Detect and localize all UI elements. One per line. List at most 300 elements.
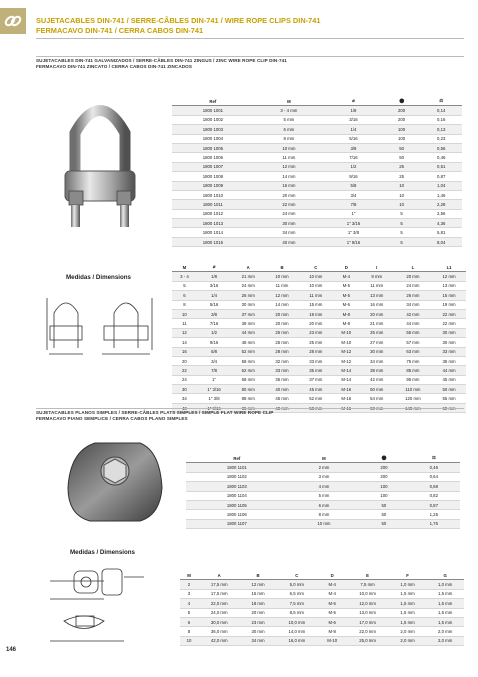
table-cell: 30 mm — [240, 627, 275, 636]
table-cell: 58 mm — [299, 403, 333, 412]
dimensions-label-1: Medidas / Dimensions — [66, 274, 131, 281]
table-cell: 22,0 mm — [346, 627, 388, 636]
col-header: M — [254, 97, 324, 106]
table-cell: 0,87 — [420, 172, 462, 181]
table-cell: 15 mm — [240, 589, 275, 598]
table-cell: 13 mm — [360, 291, 394, 300]
table-cell: 22 mm — [432, 309, 466, 318]
table-cell: M-10 — [318, 636, 346, 645]
table-cell: 5/16 — [324, 134, 383, 143]
table-cell: 2 mm — [288, 463, 361, 472]
col-header: ⌀ — [197, 263, 231, 272]
table-cell: M-16 — [333, 394, 360, 403]
table-cell: M-5 — [333, 291, 360, 300]
table-cell: 16 — [172, 347, 197, 356]
table-cell: 1/2 — [324, 162, 383, 171]
table-cell: 75 mm — [394, 356, 433, 365]
table-cell: 1/8 — [324, 106, 383, 115]
table-cell: 30 mm — [432, 338, 466, 347]
table-row — [172, 134, 462, 143]
table-row — [172, 153, 462, 162]
table-row — [172, 366, 466, 375]
dims2-table-header — [180, 571, 464, 580]
table-cell: 24 mm — [394, 281, 433, 290]
table-cell: 27 mm — [360, 338, 394, 347]
table-cell: M-4 — [318, 580, 346, 589]
table-cell: 18 mm — [240, 599, 275, 608]
table-cell: 9/16 — [197, 338, 231, 347]
table-cell: 8 mm — [254, 134, 324, 143]
table-cell: 0,68 — [408, 482, 460, 491]
table-row — [172, 347, 466, 356]
table-cell: 8 — [180, 627, 198, 636]
table-cell: 2,28 — [420, 200, 462, 209]
col-header: Ref — [172, 97, 254, 106]
table-cell: 58 mm — [231, 356, 265, 365]
table-cell: 1800 1004 — [172, 134, 254, 143]
table-cell: 1,5 mm — [426, 599, 464, 608]
table-row — [172, 356, 466, 365]
table-cell: 10 — [383, 190, 421, 199]
table-cell: 28 mm — [265, 347, 299, 356]
table-cell: 17,5 mm — [198, 589, 240, 598]
table-cell: 23 mm — [299, 328, 333, 337]
col-header: Ref — [186, 454, 288, 463]
table-cell: 1800 1015 — [172, 237, 254, 246]
table-row — [172, 375, 466, 384]
table-cell: 10,0 mm — [276, 617, 318, 626]
table-cell: 10 mm — [299, 272, 333, 281]
col-header: M — [172, 263, 197, 272]
table-row — [172, 219, 462, 228]
table-cell: 0,23 — [420, 134, 462, 143]
table-cell: 24 — [172, 375, 197, 384]
table-cell: M-10 — [333, 338, 360, 347]
table-cell: 21 mm — [360, 319, 394, 328]
table-cell: 50 — [360, 500, 407, 509]
table-cell: 3/8 — [197, 309, 231, 318]
table-cell: 50 mm — [360, 385, 394, 394]
table-cell: 7/16 — [324, 153, 383, 162]
table-cell: 95 mm — [394, 375, 433, 384]
table-cell: 5 — [172, 281, 197, 290]
table-cell: 32 mm — [265, 356, 299, 365]
flat-clip-photo — [60, 433, 170, 528]
table-cell: 40 mm — [265, 385, 299, 394]
table-cell: 24 mm — [254, 209, 324, 218]
table-row — [172, 162, 462, 171]
table-cell: 25 — [383, 172, 421, 181]
table-cell: 1,46 — [420, 190, 462, 199]
table-cell: 1,04 — [420, 181, 462, 190]
table-cell: 2,56 — [420, 209, 462, 218]
col-header: I — [360, 263, 394, 272]
table-row — [186, 510, 460, 519]
table-cell: 25 — [383, 162, 421, 171]
table-cell: 200 — [383, 115, 421, 124]
table-cell: 13,0 mm — [346, 608, 388, 617]
table-cell: 16 mm — [360, 300, 394, 309]
section2-title-line1: SUJETACABLES PLANOS SIMPLES / SERRE-CÂBLES PLATS SIMPLES / SIMPLE FLAT WIRE ROPE CLIP — [36, 410, 274, 415]
table-cell: 6 — [172, 291, 197, 300]
table-cell: 0,16 — [420, 115, 462, 124]
table-cell: M-4 — [333, 272, 360, 281]
table-cell: 5/16 — [197, 300, 231, 309]
page-title-line2: FERMACAVO DIN-741 / CERRA CABOS DIN-741 — [36, 26, 204, 35]
table-cell: 10 — [180, 636, 198, 645]
table-cell: 7/16 — [197, 319, 231, 328]
table-row — [172, 338, 466, 347]
table-cell: 40 — [172, 403, 197, 412]
table-cell: 30 mm — [432, 328, 466, 337]
table-cell: 1/4 — [324, 125, 383, 134]
table-row — [172, 300, 466, 309]
table-row — [172, 181, 462, 190]
table-cell: 28 mm — [299, 347, 333, 356]
col-header: ⚖ — [420, 97, 462, 106]
col-header: C — [276, 571, 318, 580]
table-cell: 22 mm — [254, 200, 324, 209]
table-row — [172, 115, 462, 124]
table-cell: 80 mm — [231, 385, 265, 394]
table-cell: 30 mm — [231, 300, 265, 309]
table-cell: 20 mm — [394, 272, 433, 281]
table-cell: 30 mm — [360, 347, 394, 356]
dims1-table-header — [172, 263, 466, 272]
page-content — [30, 8, 468, 663]
table-cell: 1800 1009 — [172, 181, 254, 190]
table-row — [186, 482, 460, 491]
table-cell: 9 mm — [360, 272, 394, 281]
table-row — [180, 589, 464, 598]
table-cell: 95 mm — [231, 403, 265, 412]
table-cell: M-14 — [333, 375, 360, 384]
table-cell: 50 mm — [432, 385, 466, 394]
table-cell: 3 mm — [288, 472, 361, 481]
col-header: D — [318, 571, 346, 580]
table-cell: 21 mm — [231, 272, 265, 281]
table-cell: M-10 — [333, 328, 360, 337]
table-cell: 100 — [360, 491, 407, 500]
dims2-table — [180, 571, 464, 646]
col-header: L — [394, 263, 433, 272]
table-cell: 5 mm — [288, 491, 361, 500]
table-cell: 2,0 mm — [389, 627, 427, 636]
table-cell: M-14 — [333, 366, 360, 375]
table-cell: 2,0 mm — [426, 636, 464, 645]
table-cell: 14 mm — [254, 172, 324, 181]
table-cell: 25,0 mm — [346, 636, 388, 645]
table-cell: 19 mm — [432, 300, 466, 309]
table-cell: 44 mm — [231, 328, 265, 337]
table-cell: 50 — [383, 153, 421, 162]
table-cell: 5 — [180, 608, 198, 617]
section1-title-line1: SUJETACABLES DIN-741 GALVANIZADOS / SERRE-CÂBLES DIN-741 ZINGUS / ZINC WIRE ROPE CLIP DIN-741 — [36, 58, 287, 63]
table-cell: 37 mm — [299, 375, 333, 384]
table-cell: 52 mm — [231, 347, 265, 356]
table-cell: 1/8 — [197, 272, 231, 281]
table-cell: 1800 1012 — [172, 209, 254, 218]
table-cell: 20 mm — [240, 608, 275, 617]
table-cell: 1,5 mm — [426, 589, 464, 598]
col-header: G — [426, 571, 464, 580]
table-row — [172, 190, 462, 199]
table-cell: 52 mm — [299, 394, 333, 403]
table-row — [172, 328, 466, 337]
col-header: M — [288, 454, 361, 463]
table-cell: 15 mm — [432, 291, 466, 300]
table-cell: 1,25 — [408, 510, 460, 519]
table-cell: 20 — [172, 356, 197, 365]
table-cell: 1800 1005 — [172, 143, 254, 152]
table-cell: 2 — [180, 580, 198, 589]
table-cell: M-5 — [333, 281, 360, 290]
table-cell: 37 mm — [231, 309, 265, 318]
table-cell: 1" — [324, 209, 383, 218]
table-cell: 33 mm — [265, 366, 299, 375]
table-row — [172, 172, 462, 181]
table-cell: M-16 — [333, 385, 360, 394]
section2-title-line2: FERMACAVO PIANO SEMPLICE / CERRA CABOS PLANO SIMPLES — [36, 416, 188, 421]
col-header: C — [299, 263, 333, 272]
table-cell: 23 mm — [240, 617, 275, 626]
table-row — [180, 608, 464, 617]
table-row — [172, 272, 466, 281]
table-cell: 1,5 mm — [389, 589, 427, 598]
col-header: F — [389, 571, 427, 580]
table-row — [180, 627, 464, 636]
dimensions-label-2: Medidas / Dimensions — [70, 549, 135, 556]
table-cell: 60 mm — [432, 403, 466, 412]
table-cell: 42,0 mm — [198, 636, 240, 645]
table-row — [172, 385, 466, 394]
header-divider — [36, 38, 464, 39]
table-cell: 35 mm — [265, 375, 299, 384]
table-cell: 22,0 mm — [198, 599, 240, 608]
table-cell: 10 mm — [254, 143, 324, 152]
table-cell: 42 mm — [394, 309, 433, 318]
table-cell: 12 — [172, 328, 197, 337]
table-cell: 1800 1011 — [172, 200, 254, 209]
table-cell: 33 mm — [432, 347, 466, 356]
table-cell: 10 — [383, 181, 421, 190]
table-cell: 19 mm — [299, 309, 333, 318]
table-cell: 1" — [197, 375, 231, 384]
table-cell: 1" 3/16 — [324, 219, 383, 228]
table-cell: 1" 3/8 — [324, 228, 383, 237]
table-cell: 20 mm — [265, 319, 299, 328]
table-row — [172, 106, 462, 115]
section2-top-divider — [36, 408, 464, 409]
table-cell: 5,0 mm — [276, 580, 318, 589]
table-cell: 2,0 mm — [389, 636, 427, 645]
table-cell: 1,5 mm — [389, 608, 427, 617]
chain-link-icon — [3, 11, 23, 31]
table-cell: 0,64 — [408, 472, 460, 481]
table-cell: 0,46 — [408, 463, 460, 472]
table-cell: 10 — [383, 200, 421, 209]
table-cell: 1" 9/16 — [324, 237, 383, 246]
dims1-table — [172, 263, 466, 413]
table-cell: 4,36 — [420, 219, 462, 228]
table-cell: 120 mm — [394, 394, 433, 403]
table-cell: 1800 1107 — [186, 519, 288, 528]
table-cell: 100 — [383, 125, 421, 134]
table-cell: 1" 9/16 — [197, 403, 231, 412]
brand-logo — [0, 8, 26, 34]
table-cell: 7/8 — [324, 200, 383, 209]
table-cell: 34 mm — [240, 636, 275, 645]
table-cell: 4 mm — [288, 482, 361, 491]
table-cell: 5/8 — [197, 347, 231, 356]
table-cell: 22 mm — [432, 319, 466, 328]
table-row — [172, 209, 462, 218]
table-cell: M-8 — [333, 319, 360, 328]
table-row — [186, 500, 460, 509]
table-row — [172, 319, 466, 328]
table-cell: 45 mm — [265, 394, 299, 403]
table-cell: 57 mm — [394, 338, 433, 347]
table-cell: 1,76 — [408, 519, 460, 528]
table-row — [172, 200, 462, 209]
table-cell: 25 mm — [299, 338, 333, 347]
table-cell: 68 mm — [231, 375, 265, 384]
table-cell: 12 mm — [240, 580, 275, 589]
table-cell: 38 mm — [360, 366, 394, 375]
section2-table-header — [186, 454, 460, 463]
col-header: ⌀ — [324, 97, 383, 106]
table-cell: 6 — [180, 617, 198, 626]
col-header: A — [198, 571, 240, 580]
table-cell: 5 mm — [254, 115, 324, 124]
table-cell: 30,0 mm — [198, 617, 240, 626]
table-cell: 1800 1013 — [172, 219, 254, 228]
table-cell: 0,87 — [408, 500, 460, 509]
table-cell: 10 mm — [265, 272, 299, 281]
table-cell: 1800 1104 — [186, 491, 288, 500]
table-cell: 11 mm — [265, 281, 299, 290]
page-title-line1: SUJETACABLES DIN-741 / SERRE-CÂBLES DIN-741 / WIRE ROPE CLIPS DIN-741 — [36, 16, 321, 25]
table-cell: M-6 — [318, 617, 346, 626]
table-row — [180, 599, 464, 608]
table-cell: 8,04 — [420, 237, 462, 246]
table-row — [186, 463, 460, 472]
table-cell: 6 mm — [254, 125, 324, 134]
table-cell: 140 mm — [394, 403, 433, 412]
table-cell: 8 — [172, 300, 197, 309]
table-cell: 50 — [360, 519, 407, 528]
table-cell: 22 — [172, 366, 197, 375]
table-cell: 48 mm — [231, 338, 265, 347]
table-cell: 17,5 mm — [198, 580, 240, 589]
table-cell: 44 mm — [432, 366, 466, 375]
table-cell: 5 — [383, 209, 421, 218]
table-cell: 34 — [172, 394, 197, 403]
table-cell: 25 mm — [265, 328, 299, 337]
table-cell: 8 mm — [288, 510, 361, 519]
table-cell: M-12 — [333, 347, 360, 356]
table-cell: 4 — [180, 599, 198, 608]
table-cell: 100 — [383, 134, 421, 143]
table-row — [186, 472, 460, 481]
clip-technical-drawing — [44, 288, 159, 368]
table-cell: 26 mm — [394, 291, 433, 300]
section1-table — [172, 97, 462, 247]
table-cell: 25 mm — [360, 328, 394, 337]
table-cell: 1800 1001 — [172, 106, 254, 115]
table-cell: 36,0 mm — [198, 627, 240, 636]
table-cell: M-12 — [333, 356, 360, 365]
table-row — [172, 281, 466, 290]
table-cell: 1800 1103 — [186, 482, 288, 491]
table-cell: 3/8 — [324, 143, 383, 152]
table-cell: 42 mm — [360, 375, 394, 384]
table-cell: 30 — [172, 385, 197, 394]
table-cell: 34 mm — [360, 356, 394, 365]
table-cell: 54 mm — [360, 394, 394, 403]
table-cell: 200 — [360, 463, 407, 472]
table-row — [172, 394, 466, 403]
table-cell: 1,0 mm — [426, 580, 464, 589]
table-cell: 44 mm — [394, 319, 433, 328]
section1-table-header — [172, 97, 462, 106]
table-cell: 10 mm — [299, 281, 333, 290]
table-cell: 50 — [360, 510, 407, 519]
table-row — [180, 636, 464, 645]
section2-table — [186, 454, 460, 529]
col-header: D — [333, 263, 360, 272]
table-cell: 12 mm — [254, 162, 324, 171]
table-row — [172, 309, 466, 318]
table-cell: 1800 1102 — [186, 472, 288, 481]
table-cell: 200 — [383, 106, 421, 115]
table-cell: 25 mm — [265, 338, 299, 347]
table-cell: 60 mm — [360, 403, 394, 412]
table-cell: 200 — [360, 472, 407, 481]
table-cell: 3/4 — [197, 356, 231, 365]
col-header: M — [180, 571, 198, 580]
table-cell: 5 — [383, 237, 421, 246]
table-cell: 14 mm — [265, 300, 299, 309]
table-cell: M-8 — [318, 627, 346, 636]
table-cell: 45 mm — [432, 375, 466, 384]
table-cell: 1/4 — [197, 291, 231, 300]
table-row — [172, 125, 462, 134]
table-cell: 12 mm — [265, 291, 299, 300]
table-cell: 1800 1010 — [172, 190, 254, 199]
section1-top-divider — [36, 56, 464, 57]
table-cell: 1800 1008 — [172, 172, 254, 181]
table-cell: M-16 — [333, 403, 360, 412]
col-header: A — [231, 263, 265, 272]
table-row — [186, 519, 460, 528]
table-cell: 30 mm — [254, 219, 324, 228]
table-cell: 11 mm — [299, 291, 333, 300]
table-cell: 35 mm — [299, 366, 333, 375]
table-cell: 20 mm — [299, 319, 333, 328]
table-cell: M-4 — [318, 589, 346, 598]
table-cell: 20 mm — [254, 190, 324, 199]
table-cell: 110 mm — [394, 385, 433, 394]
col-header: E — [346, 571, 388, 580]
table-cell: 7,5 mm — [346, 580, 388, 589]
table-cell: 12,0 mm — [346, 599, 388, 608]
table-cell: 1800 1003 — [172, 125, 254, 134]
col-header: ⬤ — [383, 97, 421, 106]
col-header: L1 — [432, 263, 466, 272]
table-cell: 3 — [180, 589, 198, 598]
table-cell: 1800 1014 — [172, 228, 254, 237]
